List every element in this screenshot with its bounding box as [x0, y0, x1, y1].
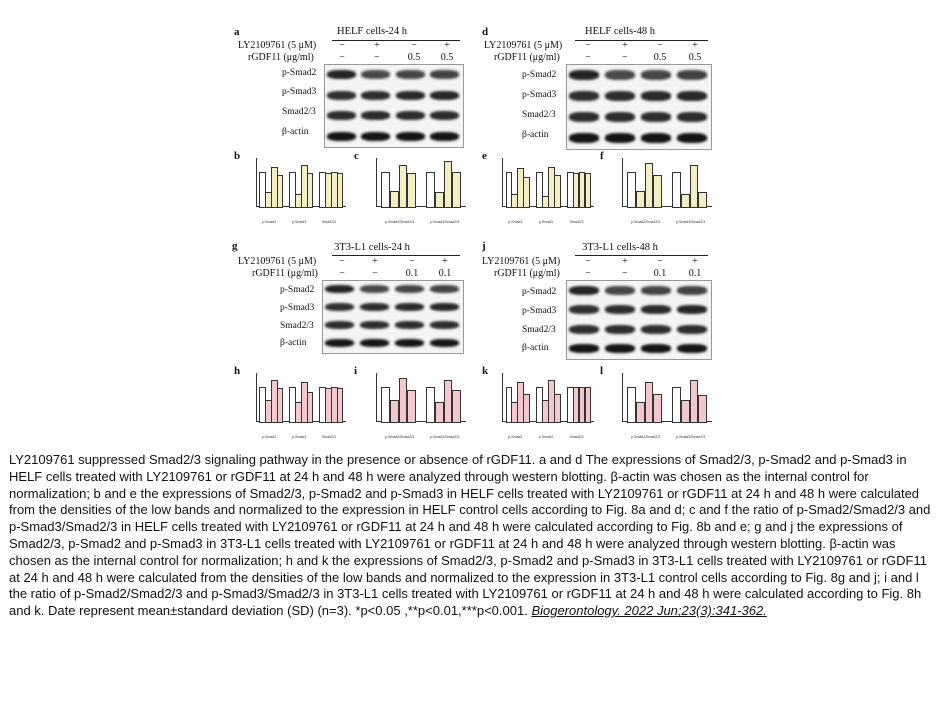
panel-letter: e: [482, 150, 487, 162]
bar: [681, 194, 690, 208]
bar: [653, 175, 662, 208]
bar: [645, 382, 654, 423]
panel-letter: c: [354, 150, 359, 162]
ly-value: +: [442, 256, 448, 267]
blot-band: [641, 344, 671, 353]
group-label: p-Smad3: [538, 435, 553, 439]
group-label: p-Smad2/Smad2/3: [385, 435, 415, 439]
band-label: p-Smad2: [280, 285, 315, 295]
chart-b: [246, 152, 350, 230]
blot-band: [430, 70, 459, 79]
group-label: p-Smad3/Smad2/3: [430, 435, 460, 439]
group-label: p-Smad3: [292, 220, 307, 224]
blot-band: [605, 91, 635, 100]
band-label: Smad2/3: [522, 110, 556, 120]
group-label: Smad2/3: [322, 220, 337, 224]
blot-band: [605, 344, 635, 353]
panel-letter: k: [482, 365, 489, 377]
bar: [277, 388, 284, 423]
bar: [523, 177, 530, 208]
ly-value: −: [409, 256, 415, 267]
gdf-value: 0.5: [407, 52, 421, 63]
blot-band: [605, 112, 635, 121]
chart-h: [246, 367, 350, 445]
bar: [698, 395, 707, 423]
blot-band: [605, 325, 635, 334]
band-label: Smad2/3: [522, 325, 556, 335]
panel-a: [232, 26, 462, 146]
gdf-value: −: [622, 268, 628, 279]
gdf-value: 0.1: [653, 268, 667, 279]
gdf-value: −: [585, 268, 591, 279]
blot-band: [325, 303, 354, 311]
bar: [381, 172, 390, 208]
band-label: β-actin: [522, 343, 549, 353]
gdf-value: 0.1: [405, 268, 419, 279]
band-label: p-Smad3: [280, 303, 315, 313]
bar: [672, 172, 681, 208]
bar: [435, 192, 444, 208]
chart-i: [366, 367, 470, 445]
blot-band: [641, 286, 671, 295]
blot-band: [327, 91, 356, 100]
blot-band: [605, 70, 635, 79]
band-label: p-Smad2: [522, 287, 557, 297]
ly-value: −: [339, 40, 345, 51]
band-label: p-Smad2: [282, 68, 317, 78]
group-label: p-Smad2: [508, 220, 523, 224]
blot-band: [605, 286, 635, 295]
gdf-label: rGDF11 (μg/ml): [494, 268, 560, 279]
group-label: p-Smad2/Smad2/3: [631, 220, 661, 224]
bar: [399, 378, 408, 423]
blot-band: [677, 305, 707, 314]
group-label: p-Smad2/Smad2/3: [385, 220, 415, 224]
gdf-label: rGDF11 (μg/ml): [252, 268, 318, 279]
panel-letter: b: [234, 150, 241, 162]
band-label: p-Smad3: [522, 306, 557, 316]
ly-value: −: [411, 40, 417, 51]
figure-caption: [9, 452, 937, 620]
bar: [381, 387, 390, 423]
bar: [452, 172, 461, 208]
blot-band: [325, 321, 354, 329]
blot-band: [395, 339, 424, 347]
panel-title: HELF cells-24 h: [337, 26, 407, 37]
y-axis: [622, 158, 623, 206]
band-label: Smad2/3: [280, 321, 314, 331]
gdf-value: −: [339, 268, 345, 279]
blot-band: [327, 70, 356, 79]
blot-band: [677, 112, 707, 121]
blot-band: [430, 111, 459, 120]
panel-title: 3T3-L1 cells-48 h: [582, 242, 658, 253]
ly-label: LY2109761 (5 μM): [484, 40, 563, 51]
ly-value: +: [444, 40, 450, 51]
gdf-value: 0.1: [438, 268, 452, 279]
gdf-label: rGDF11 (μg/ml): [248, 52, 314, 63]
bar: [390, 191, 399, 208]
citation-link[interactable]: Biogerontology. 2022 Jun;23(3):341-362.: [531, 603, 767, 619]
blot-band: [361, 132, 390, 141]
group-label: p-Smad2: [262, 435, 277, 439]
bar: [554, 175, 561, 208]
blot-band: [677, 133, 707, 142]
bar: [585, 387, 592, 423]
group-label: Smad2/3: [569, 435, 584, 439]
panel-letter: a: [234, 26, 240, 38]
blot-band: [677, 286, 707, 295]
y-axis: [502, 158, 503, 206]
ly-value: +: [692, 40, 698, 51]
chart-e: [492, 152, 598, 230]
gdf-value: −: [339, 52, 345, 63]
blot-band: [569, 344, 599, 353]
panel-letter: h: [234, 365, 241, 377]
bar: [337, 173, 344, 208]
blot-band: [569, 133, 599, 142]
group-label: Smad2/3: [322, 435, 337, 439]
bar: [307, 392, 314, 423]
y-axis: [502, 373, 503, 421]
bar: [627, 387, 636, 423]
panel-letter: f: [600, 150, 604, 162]
bar: [435, 402, 444, 423]
ly-value: −: [339, 256, 345, 267]
blot-band: [360, 285, 389, 293]
panel-letter: j: [482, 240, 486, 252]
blot-band: [605, 305, 635, 314]
bar: [444, 380, 453, 423]
bar: [690, 380, 699, 423]
y-axis: [622, 373, 623, 421]
bar: [407, 390, 416, 423]
y-axis: [256, 158, 257, 206]
bar: [307, 173, 314, 208]
blot-band: [677, 325, 707, 334]
chart-c: [366, 152, 470, 230]
panel-letter: l: [600, 365, 604, 377]
blot-band: [430, 132, 459, 141]
chart-f: [612, 152, 716, 230]
ly-label: LY2109761 (5 μM): [482, 256, 561, 267]
band-label: β-actin: [522, 130, 549, 140]
gdf-value: 0.5: [688, 52, 702, 63]
band-label: β-actin: [282, 127, 309, 137]
group-label: Smad2/3: [569, 220, 584, 224]
blot-band: [327, 132, 356, 141]
ly-value: +: [622, 40, 628, 51]
gdf-value: 0.5: [653, 52, 667, 63]
blot-band: [641, 305, 671, 314]
panel-j: [480, 240, 710, 362]
blot-band: [325, 339, 354, 347]
ly-value: +: [372, 256, 378, 267]
blot-band: [361, 111, 390, 120]
bar: [672, 387, 681, 423]
panel-letter: i: [354, 365, 358, 377]
panel-letter: d: [482, 26, 489, 38]
ly-row: [480, 40, 710, 52]
gdf-row: [480, 52, 710, 64]
gdf-value: −: [622, 52, 628, 63]
bar: [523, 394, 530, 423]
blot-band: [360, 303, 389, 311]
bar: [645, 163, 654, 208]
blot-band: [361, 70, 390, 79]
blot-band: [641, 325, 671, 334]
band-label: p-Smad3: [522, 90, 557, 100]
bar: [636, 402, 645, 423]
blot-band: [641, 112, 671, 121]
blot-band: [360, 339, 389, 347]
ly-value: +: [374, 40, 380, 51]
y-axis: [376, 373, 377, 421]
bar: [690, 165, 699, 208]
ly-row: [232, 40, 462, 52]
bar: [277, 175, 284, 208]
blot-band: [360, 321, 389, 329]
blot-band: [677, 70, 707, 79]
bar: [681, 400, 690, 423]
blot-band: [641, 91, 671, 100]
ly-label: LY2109761 (5 μM): [238, 256, 317, 267]
gdf-label: rGDF11 (μg/ml): [494, 52, 560, 63]
bar: [653, 394, 662, 423]
y-axis: [376, 158, 377, 206]
bar: [337, 388, 344, 423]
gdf-row: [232, 268, 462, 280]
band-label: β-actin: [280, 338, 307, 348]
band-label: p-Smad2: [522, 70, 557, 80]
bar: [627, 172, 636, 208]
group-label: p-Smad3/Smad2/3: [676, 220, 706, 224]
bar: [636, 191, 645, 208]
bar: [444, 161, 453, 208]
panel-g: [232, 240, 462, 360]
blot-band: [677, 344, 707, 353]
bar: [585, 173, 592, 208]
gdf-value: −: [372, 268, 378, 279]
blot-band: [395, 303, 424, 311]
blot-band: [641, 133, 671, 142]
blot-band: [430, 321, 459, 329]
ly-value: −: [657, 40, 663, 51]
ly-row: [232, 256, 462, 268]
ly-value: +: [692, 256, 698, 267]
gdf-value: 0.5: [440, 52, 454, 63]
blot-band: [569, 91, 599, 100]
blot-band: [569, 286, 599, 295]
group-label: p-Smad3: [292, 435, 307, 439]
gdf-row: [480, 268, 710, 280]
group-label: p-Smad3/Smad2/3: [430, 220, 460, 224]
bar: [426, 172, 435, 208]
blot-band: [677, 91, 707, 100]
ly-value: −: [585, 40, 591, 51]
bar: [554, 394, 561, 423]
blot-band: [569, 325, 599, 334]
group-label: p-Smad3: [538, 220, 553, 224]
gdf-row: [232, 52, 462, 64]
blot-band: [430, 339, 459, 347]
gdf-value: −: [585, 52, 591, 63]
panel-letter: g: [232, 240, 238, 252]
blot-band: [396, 111, 425, 120]
blot-band: [569, 70, 599, 79]
bar: [698, 192, 707, 208]
panel-title: 3T3-L1 cells-24 h: [334, 242, 410, 253]
y-axis: [256, 373, 257, 421]
blot-band: [396, 132, 425, 141]
caption-text: LY2109761 suppressed Smad2/3 signaling pathway in the presence or absence of rGDF11. a and d The expressions of Smad2/3, p-Smad2 and p-Smad3 in HELF cells treated with LY2109761 or rGDF11 at 24 h and 48 h were analyzed through western blotting. β-actin was chosen as the internal control for normalization; b and e the expressions of Smad2/3, p-Smad2 and p-Smad3 in HELF cells treated with LY2109761 or rGDF11 at 24 h and 48 h were calculated from the densities of the low bands and normalized to the expression in HELF control cells according to Fig. 8a and d; c and f the ratio of p-Smad2/Smad2/3 and p-Smad3/Smad2/3 in HELF cells treated with LY2109761 or rGDF11 at 24 h and 48 h were calculated according to Fig. 8b and e; g and j the expressions of Smad2/3, p-Smad2 and p-Smad3 in 3T3-L1 cells treated with LY2109761 or rGDF11 at 24 h and 48 h were analyzed through western blotting. β-actin was chosen as the internal control for normalization; h and k the expressions of Smad2/3, p-Smad2 and p-Smad3 in 3T3-L1 cells treated with LY2109761 or rGDF11 at 24 h and 48 h were calculated from the densities of the low bands and normalized to the expression in 3T3-L1 control cells according to Fig. 8g and j; i and l the ratio of p-Smad2/Smad2/3 and p-Smad3/Smad2/3 in 3T3-L1 cells treated with LY2109761 or rGDF11 at 24 h and 48 h were calculated according to Fig. 8h and k. Date represent mean±standard deviation (SD) (n=3). *p<0.05 ,**p<0.01,***p<0.001.: [9, 452, 931, 619]
ly-value: +: [622, 256, 628, 267]
group-label: p-Smad2/Smad2/3: [631, 435, 661, 439]
blot-band: [569, 112, 599, 121]
chart-l: [612, 367, 716, 445]
chart-k: [492, 367, 598, 445]
blot-band: [605, 133, 635, 142]
band-label: Smad2/3: [282, 107, 316, 117]
group-label: p-Smad2: [262, 220, 277, 224]
ly-label: LY2109761 (5 μM): [238, 40, 317, 51]
ly-value: −: [585, 256, 591, 267]
blot-band: [325, 285, 354, 293]
gdf-value: −: [374, 52, 380, 63]
bar: [390, 400, 399, 423]
bar: [407, 173, 416, 208]
blot-band: [430, 91, 459, 100]
blot-band: [569, 305, 599, 314]
blot-band: [361, 91, 390, 100]
blot-band: [395, 285, 424, 293]
bar: [452, 390, 461, 423]
ly-row: [480, 256, 710, 268]
gdf-value: 0.1: [688, 268, 702, 279]
blot-band: [430, 303, 459, 311]
blot-band: [641, 70, 671, 79]
blot-band: [327, 111, 356, 120]
blot-band: [396, 91, 425, 100]
panel-d: [480, 26, 710, 146]
blot-band: [430, 285, 459, 293]
blot-band: [396, 70, 425, 79]
bar: [399, 165, 408, 208]
panel-title: HELF cells-48 h: [585, 26, 655, 37]
group-label: p-Smad2: [508, 435, 523, 439]
blot-band: [395, 321, 424, 329]
band-label: p-Smad3: [282, 87, 317, 97]
ly-value: −: [657, 256, 663, 267]
bar: [426, 387, 435, 423]
group-label: p-Smad3/Smad2/3: [676, 435, 706, 439]
